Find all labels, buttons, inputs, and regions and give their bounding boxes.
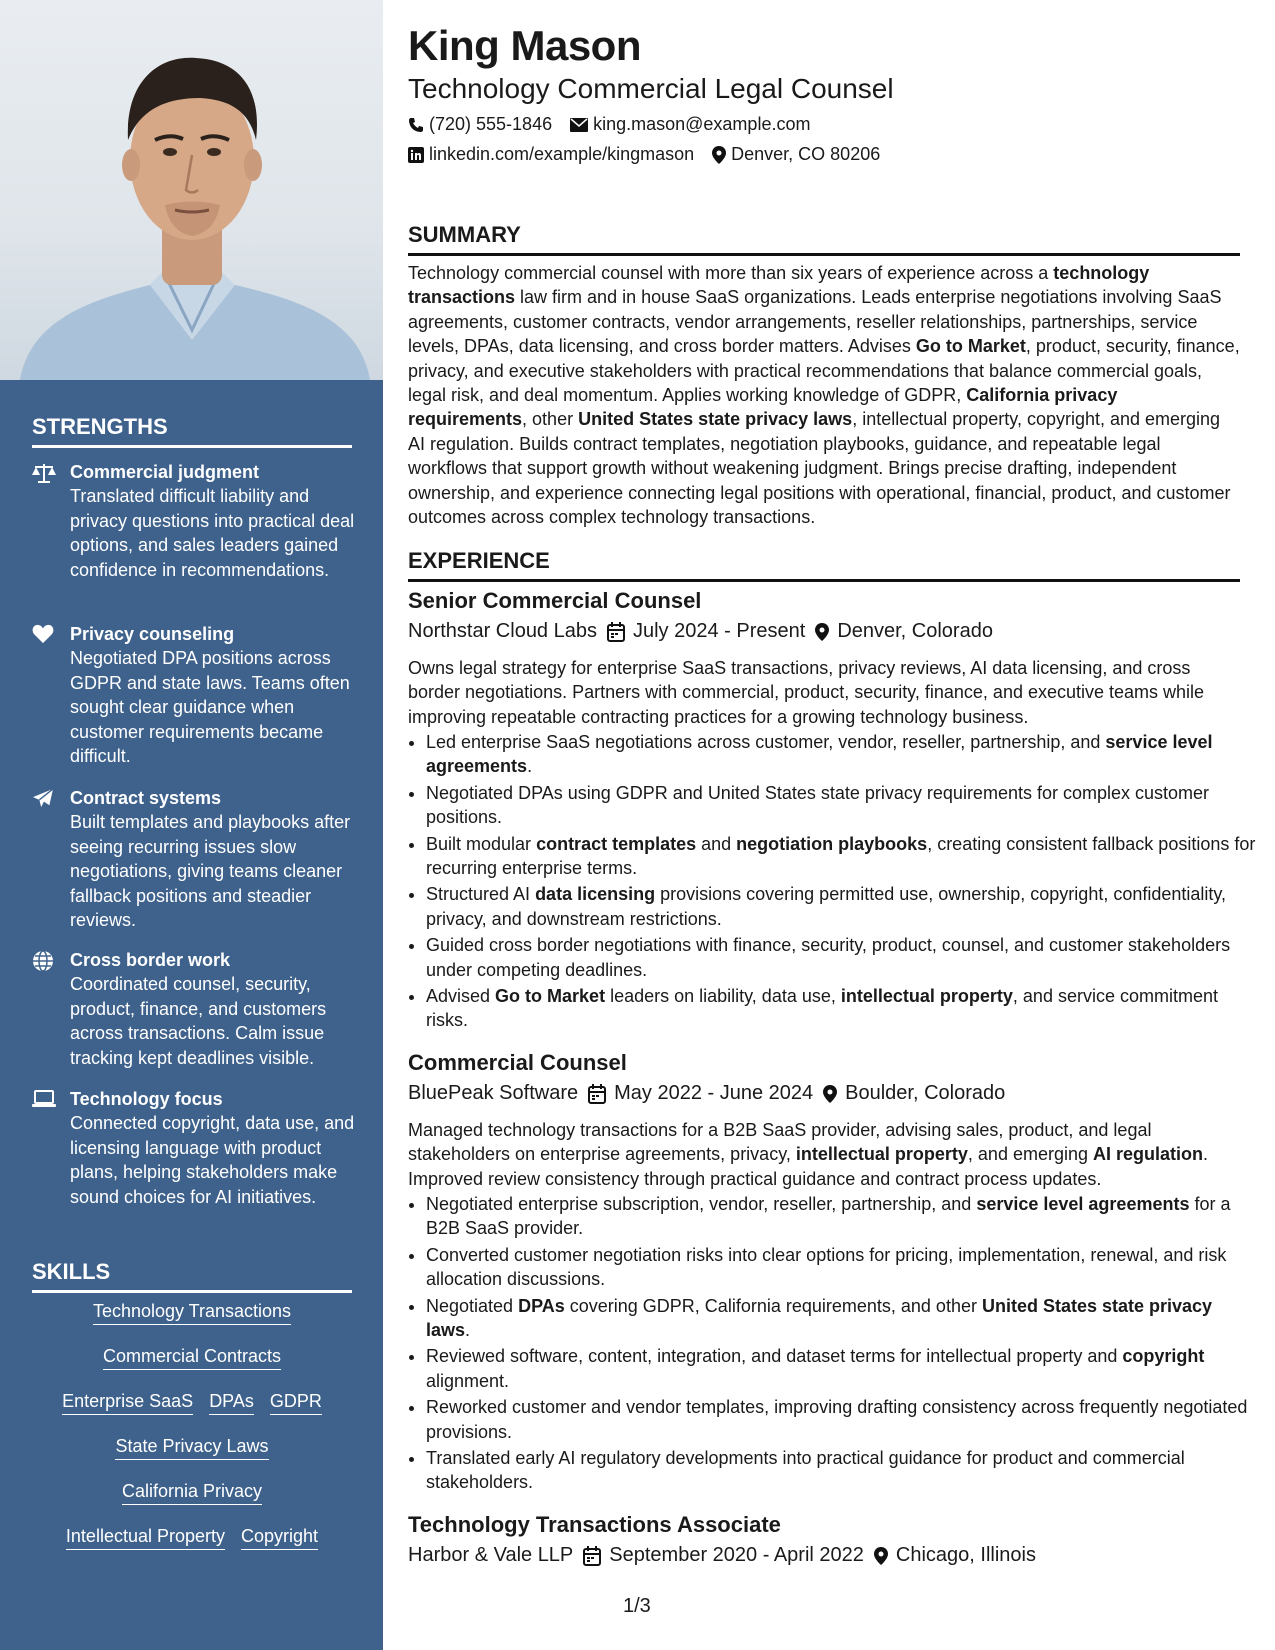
location-pin-icon	[823, 1084, 837, 1104]
skill-tag: Intellectual Property	[66, 1525, 225, 1550]
balance-scale-icon	[32, 462, 56, 484]
strength-title: Privacy counseling	[70, 624, 235, 644]
phone-icon	[408, 117, 424, 133]
job-bullets	[408, 730, 1258, 1035]
list-item: • Structured AI data licensing provisions covering permitted use, ownership, copyright, confidentiality, privacy, and downstream restrictions.	[426, 882, 1258, 931]
laptop-icon	[32, 1089, 56, 1111]
list-item: • Built modular contract templates and negotiation playbooks, creating consistent fallback positions for recurring enterprise terms.	[426, 832, 1258, 881]
strength-title: Technology focus	[70, 1089, 223, 1109]
location-pin-icon	[712, 146, 726, 164]
strength-desc: Coordinated counsel, security, product, finance, and customers across transactions. Calm issue tracking kept deadlines visible.	[70, 974, 327, 1068]
list-item: • Led enterprise SaaS negotiations across customer, vendor, reseller, partnership, and service level agreements.	[426, 730, 1258, 779]
list-item: • Negotiated DPAs using GDPR and United States state privacy requirements for complex customer positions.	[426, 781, 1258, 830]
job-title: Technology Transactions Associate	[408, 1512, 781, 1537]
company-name: BluePeak Software	[408, 1082, 579, 1104]
skills-heading: SKILLS	[32, 1259, 352, 1293]
job-meta	[408, 620, 993, 643]
strength-item	[32, 1087, 357, 1209]
skills-list	[32, 1300, 352, 1570]
strength-item	[32, 622, 357, 769]
envelope-icon	[570, 118, 588, 132]
calendar-icon	[588, 1084, 606, 1104]
strength-desc: Negotiated DPA positions across GDPR and state laws. Teams often sought clear guidance when customer requirements became difficult.	[70, 648, 350, 766]
strength-item	[32, 460, 357, 582]
experience-heading: EXPERIENCE	[408, 548, 1240, 582]
calendar-icon	[583, 1546, 601, 1566]
summary-text: Technology commercial counsel with more than six years of experience across a technology transactions law firm and in house SaaS organizations. Leads enterprise negotiations involving SaaS agreements, customer contracts, vendor arrangements, reseller relationships, partnerships, service levels, DPAs, data licensing, and cross border matters. Advises Go to Market, product, security, finance, privacy, and executive stakeholders with practical recommendations that balance commercial goals, legal risk, and deal momentum. Applies working knowledge of GDPR, California privacy requirements, other United States state privacy laws, intellectual property, copyright, and emerging AI regulation. Builds contract templates, negotiation playbooks, guidance, and repeatable legal workflows that support growth without weakening judgment. Brings precise drafting, independent ownership, and experience connecting legal positions with operational, financial, product, and customer outcomes across complex technology transactions.	[408, 263, 1240, 528]
job-location: Chicago, Illinois	[895, 1544, 1036, 1566]
list-item: • Negotiated DPAs covering GDPR, California requirements, and other United States state privacy laws.	[426, 1294, 1258, 1343]
globe-icon	[32, 950, 56, 972]
linkedin-link[interactable]: linkedin.com/example/kingmason	[429, 144, 695, 164]
skill-tag: California Privacy	[122, 1480, 262, 1505]
strength-item	[32, 786, 357, 933]
job-description: Owns legal strategy for enterprise SaaS transactions, privacy reviews, AI data licensing, and cross border negotiations. Partners with commercial, product, security, finance, and executive teams while improving repeatable contracting practices for a growing technology business.	[408, 658, 1205, 727]
location-pin-icon	[874, 1546, 888, 1566]
job-meta	[408, 1082, 1005, 1105]
phone-number: (720) 555-1846	[429, 114, 553, 134]
strength-desc: Connected copyright, data use, and licensing language with product plans, helping stakeholders make sound choices for AI initiatives.	[70, 1113, 355, 1207]
contact-row	[408, 144, 880, 165]
list-item: • Guided cross border negotiations with finance, security, product, counsel, and customer stakeholders under competing deadlines.	[426, 933, 1258, 982]
job-dates: May 2022 - June 2024	[614, 1082, 814, 1104]
list-item: • Reviewed software, content, integration, and dataset terms for intellectual property and copyright alignment.	[426, 1344, 1258, 1393]
email-link[interactable]: king.mason@example.com	[593, 114, 811, 134]
summary-heading: SUMMARY	[408, 222, 1240, 256]
location-text: Denver, CO 80206	[731, 144, 881, 164]
list-item: • Advised Go to Market leaders on liability, data use, intellectual property, and service commitment risks.	[426, 984, 1258, 1033]
job-title: Commercial Counsel	[408, 1050, 627, 1075]
paper-plane-icon	[32, 788, 56, 810]
candidate-headline: Technology Commercial Legal Counsel	[408, 73, 894, 104]
skill-tag: Copyright	[241, 1525, 318, 1550]
list-item: • Negotiated enterprise subscription, vendor, reseller, partnership, and service level agreements for a B2B SaaS provider.	[426, 1192, 1258, 1241]
page-number: 1/3	[623, 1595, 651, 1617]
skill-tag: GDPR	[270, 1390, 322, 1415]
list-item: • Reworked customer and vendor templates, improving drafting consistency across frequently negotiated provisions.	[426, 1395, 1258, 1444]
job-meta	[408, 1544, 1036, 1567]
strength-title: Contract systems	[70, 788, 222, 808]
company-name: Harbor & Vale LLP	[408, 1544, 574, 1566]
sidebar	[0, 0, 383, 1650]
candidate-name: King Mason	[408, 22, 641, 69]
heart-icon	[32, 624, 56, 646]
strength-title: Cross border work	[70, 950, 231, 970]
contact-row	[408, 114, 810, 135]
skill-tag: Technology Transactions	[93, 1300, 291, 1325]
job-location: Boulder, Colorado	[845, 1082, 1006, 1104]
skill-tag: DPAs	[209, 1390, 254, 1415]
linkedin-icon	[408, 147, 424, 163]
strength-title: Commercial judgment	[70, 462, 260, 482]
company-name: Northstar Cloud Labs	[408, 620, 597, 642]
location-pin-icon	[815, 622, 829, 642]
job-dates: September 2020 - April 2022	[609, 1544, 864, 1566]
calendar-icon	[607, 622, 625, 642]
job-dates: July 2024 - Present	[632, 620, 806, 642]
skill-tag: Enterprise SaaS	[62, 1390, 193, 1415]
profile-photo	[0, 0, 383, 380]
strengths-heading: STRENGTHS	[32, 414, 352, 448]
skill-tag: State Privacy Laws	[115, 1435, 268, 1460]
strength-item	[32, 948, 357, 1070]
job-bullets	[408, 1192, 1258, 1497]
job-description: Managed technology transactions for a B2B SaaS provider, advising sales, product, and legal stakeholders on enterprise agreements, privacy, intellectual property, and emerging AI regulation. Improved review consistency through practical guidance and contract process updates.	[408, 1120, 1209, 1189]
skill-tag: Commercial Contracts	[103, 1345, 281, 1370]
strength-desc: Translated difficult liability and privacy questions into practical deal options, and sales leaders gained confidence in recommendations.	[70, 486, 355, 580]
job-title: Senior Commercial Counsel	[408, 588, 702, 613]
list-item: • Converted customer negotiation risks into clear options for pricing, implementation, renewal, and risk allocation discussions.	[426, 1243, 1258, 1292]
job-location: Denver, Colorado	[837, 620, 993, 642]
strength-desc: Built templates and playbooks after seeing recurring issues slow negotiations, giving teams cleaner fallback positions and steadier reviews.	[70, 812, 351, 930]
list-item: • Translated early AI regulatory developments into practical guidance for product and commercial stakeholders.	[426, 1446, 1258, 1495]
